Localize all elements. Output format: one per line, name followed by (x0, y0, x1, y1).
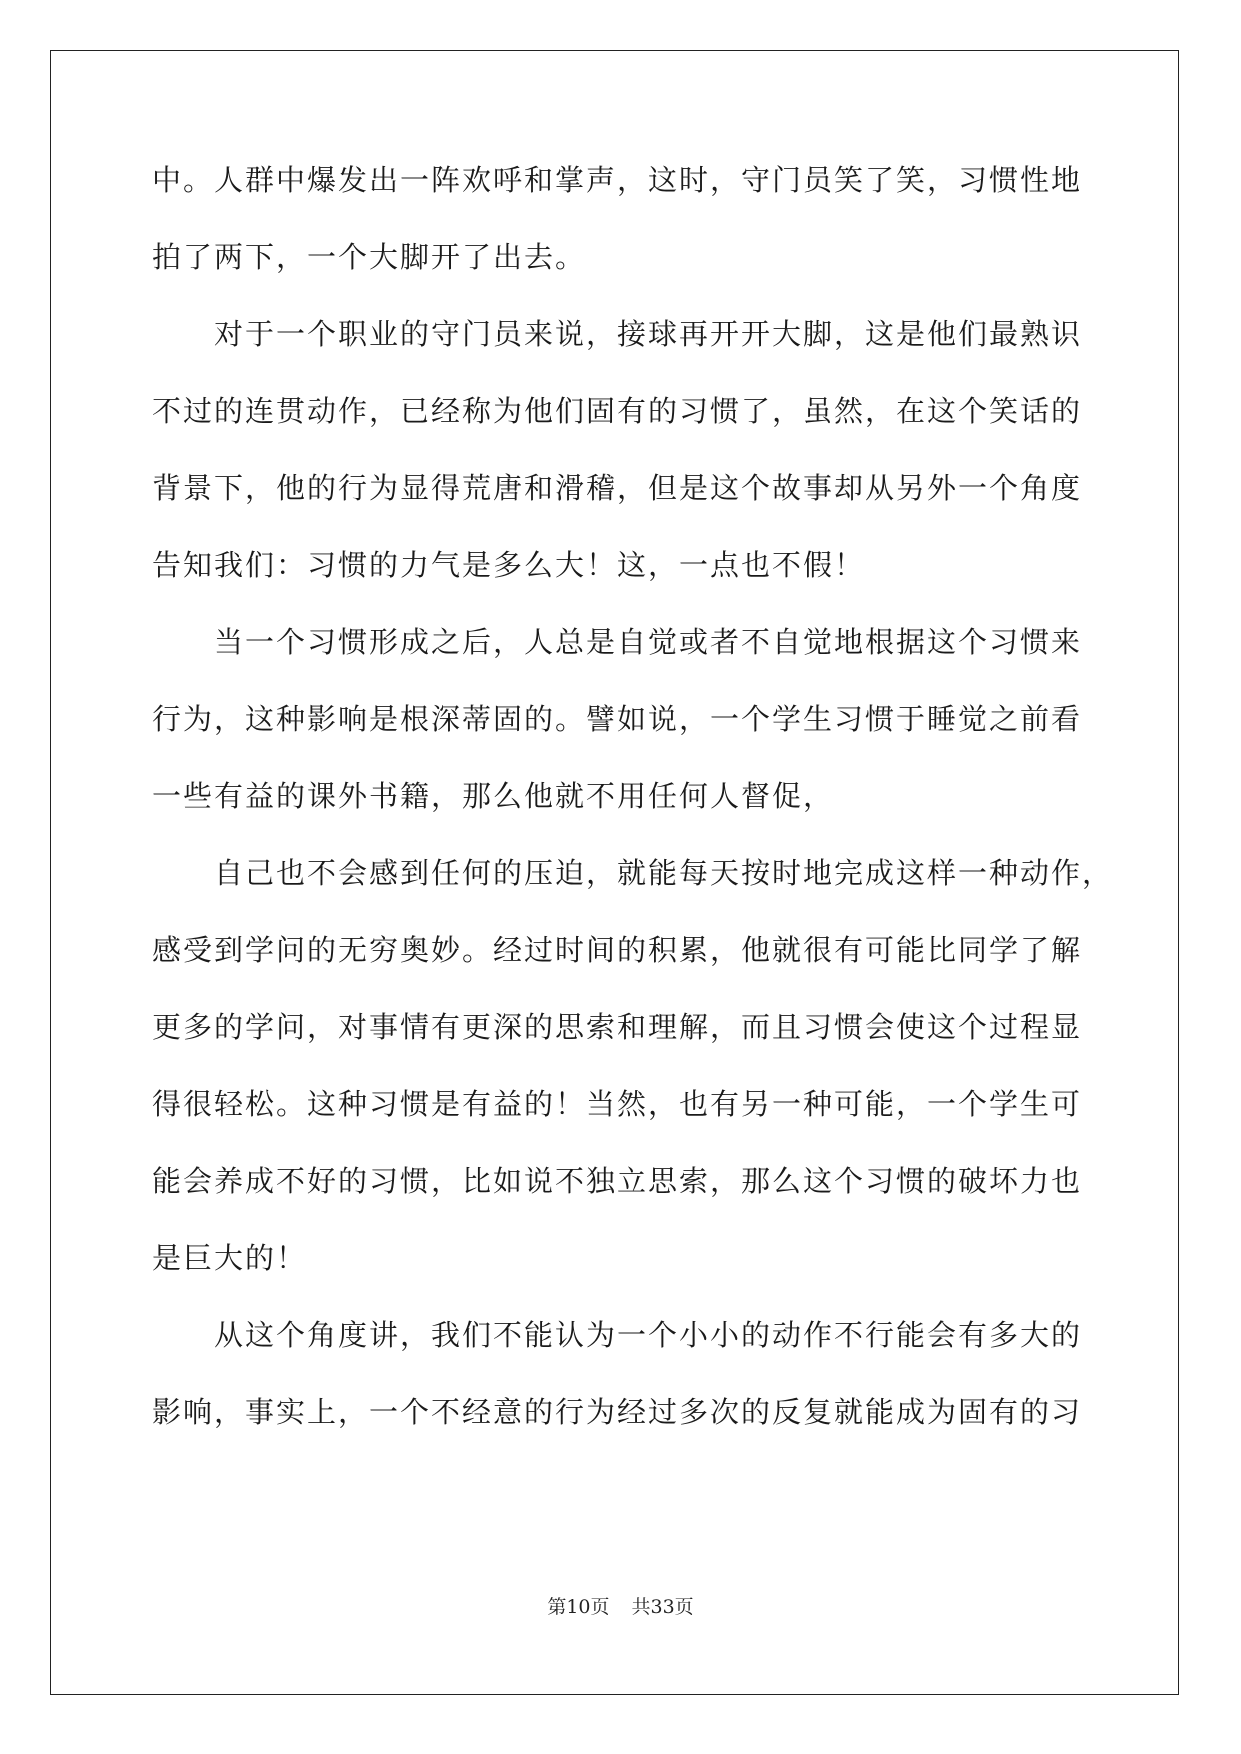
text-line: 不过的连贯动作，已经称为他们固有的习惯了，虽然，在这个笑话的 (152, 394, 1083, 428)
text-line: 背景下，他的行为显得荒唐和滑稽，但是这个故事却从另外一个角度 (152, 471, 1083, 505)
text-line: 影响，事实上，一个不经意的行为经过多次的反复就能成为固有的习 (152, 1395, 1083, 1429)
text-line: 拍了两下，一个大脚开了出去。 (152, 240, 587, 274)
text-line: 得很轻松。这种习惯是有益的！当然，也有另一种可能，一个学生可 (152, 1087, 1083, 1121)
paragraph-start-line: 从这个角度讲，我们不能认为一个小小的动作不行能会有多大的 (214, 1318, 1083, 1352)
page-number: 第10页 (547, 1596, 610, 1618)
text-line: 感受到学问的无穷奥妙。经过时间的积累，他就很有可能比同学了解 (152, 933, 1083, 967)
text-line: 告知我们：习惯的力气是多么大！这，一点也不假！ (152, 548, 866, 582)
text-line: 一些有益的课外书籍，那么他就不用任何人督促， (152, 779, 835, 813)
text-line: 行为，这种影响是根深蒂固的。譬如说，一个学生习惯于睡觉之前看 (152, 702, 1083, 736)
text-line: 能会养成不好的习惯，比如说不独立思索，那么这个习惯的破坏力也 (152, 1164, 1083, 1198)
text-line: 中。人群中爆发出一阵欢呼和掌声，这时，守门员笑了笑，习惯性地 (152, 163, 1083, 197)
paragraph-start-line: 当一个习惯形成之后，人总是自觉或者不自觉地根据这个习惯来 (214, 625, 1083, 659)
text-line: 是巨大的！ (152, 1241, 308, 1275)
text-line: 更多的学问，对事情有更深的思索和理解，而且习惯会使这个过程显 (152, 1010, 1083, 1044)
paragraph-start-line: 对于一个职业的守门员来说，接球再开开大脚，这是他们最熟识 (214, 317, 1083, 351)
paragraph-start-line: 自己也不会感到任何的压迫，就能每天按时地完成这样一种动作， (214, 856, 1114, 890)
page-footer (0, 1592, 1241, 1619)
page-total: 共33页 (631, 1596, 694, 1618)
